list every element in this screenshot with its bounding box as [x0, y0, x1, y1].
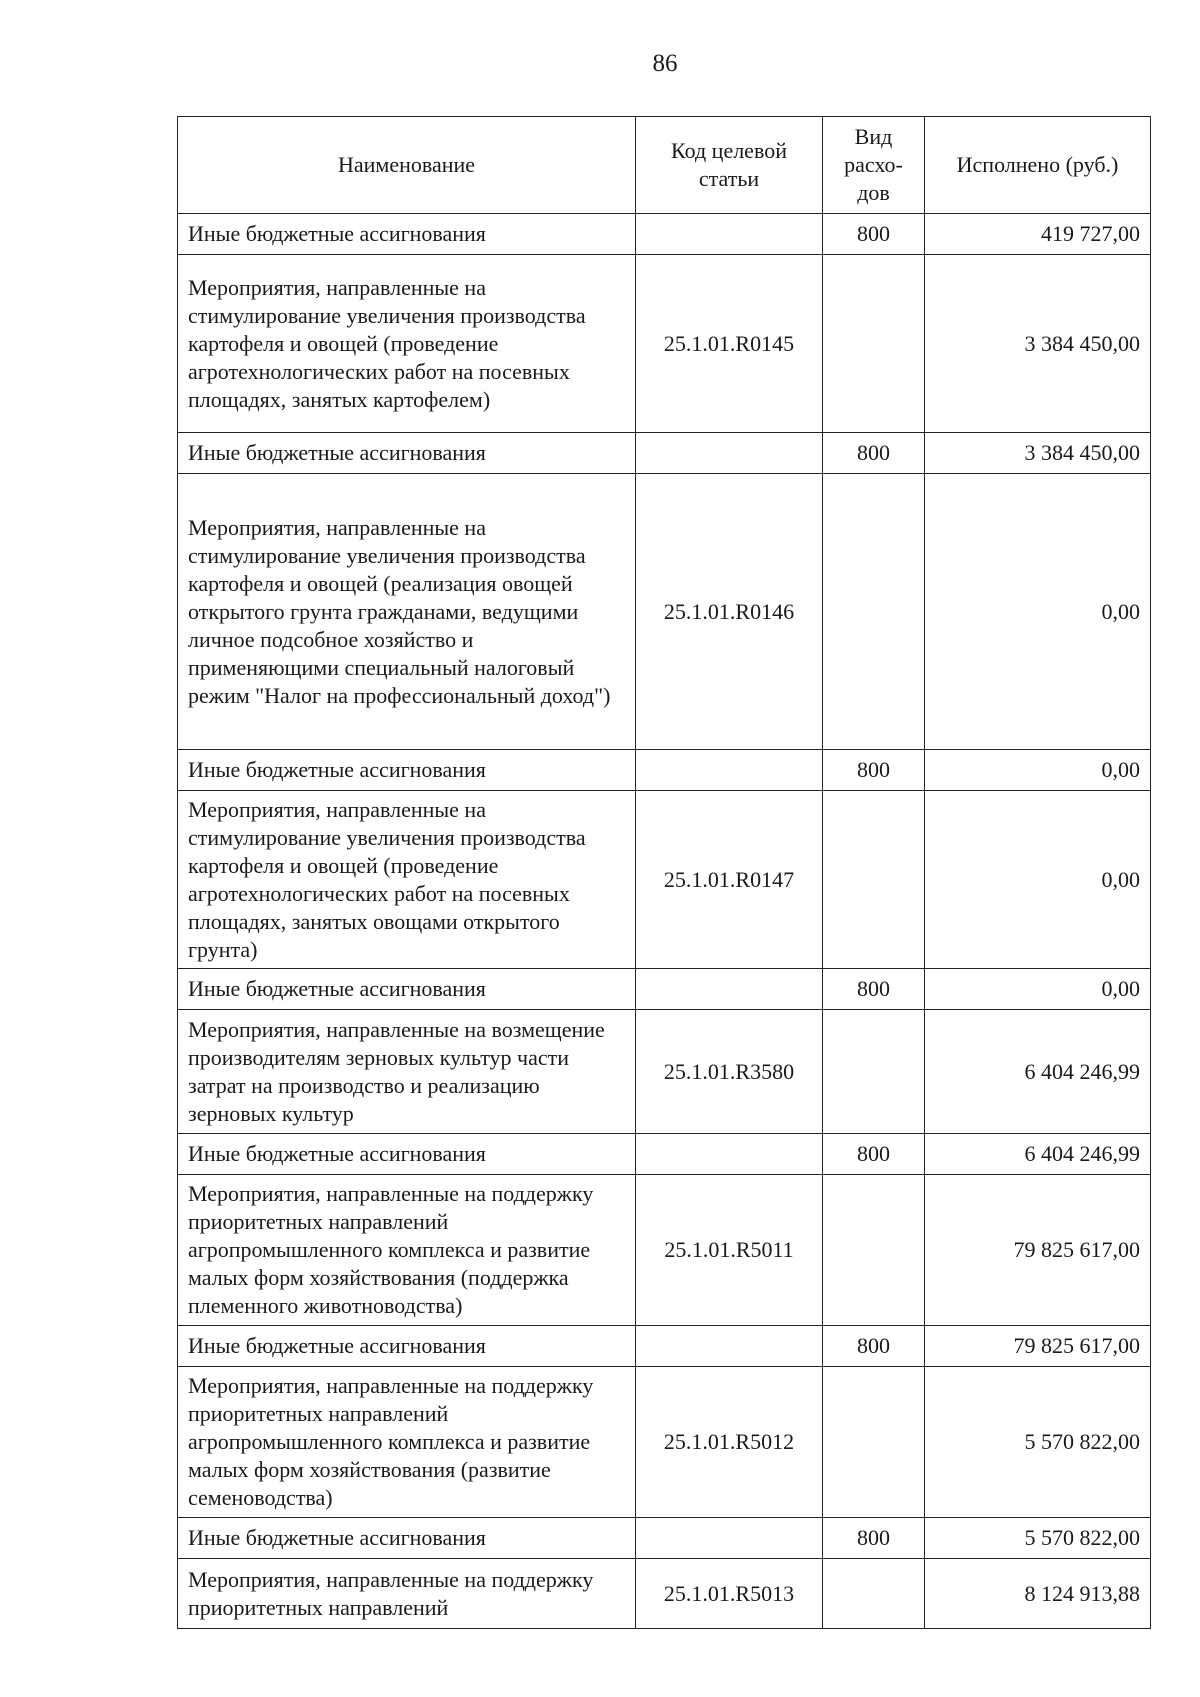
page-number: 86: [652, 50, 678, 77]
cell-type: [823, 1175, 925, 1326]
cell-amount: 5 570 822,00: [925, 1367, 1151, 1518]
cell-name: Мероприятия, направленные на стимулирование увеличения производства картофеля и овощей (реализация овощей открытого грунта гражданами, ведущими личное подсобное хозяйство и применяющими специальный налоговый режим "Налог на профессиональный доход"): [178, 474, 636, 750]
cell-code: [636, 1326, 823, 1367]
cell-name: Иные бюджетные ассигнования: [178, 214, 636, 255]
cell-amount: 3 384 450,00: [925, 255, 1151, 433]
cell-code: 25.1.01.R0147: [636, 791, 823, 969]
cell-amount: 3 384 450,00: [925, 433, 1151, 474]
cell-type: 800: [823, 969, 925, 1010]
cell-type: 800: [823, 1326, 925, 1367]
table-row: [178, 969, 1151, 1010]
cell-type: [823, 474, 925, 750]
cell-name: Мероприятия, направленные на стимулирование увеличения производства картофеля и овощей (проведение агротехнологических работ на посевных площадях, занятых овощами открытого грунта): [178, 791, 636, 969]
cell-code: [636, 214, 823, 255]
table-row: [178, 1010, 1151, 1134]
cell-code: 25.1.01.R0145: [636, 255, 823, 433]
budget-table: [177, 116, 1151, 1629]
cell-name: Мероприятия, направленные на поддержку приоритетных направлений: [178, 1559, 636, 1629]
table-row: [178, 1559, 1151, 1629]
cell-code: [636, 433, 823, 474]
cell-amount: 79 825 617,00: [925, 1326, 1151, 1367]
budget-table-container: [177, 116, 1150, 1629]
header-code: Код целевой статьи: [636, 117, 823, 214]
cell-code: [636, 1134, 823, 1175]
cell-amount: 6 404 246,99: [925, 1134, 1151, 1175]
cell-name: Мероприятия, направленные на поддержку приоритетных направлений агропромышленного комплекса и развитие малых форм хозяйствования (поддержка племенного животноводства): [178, 1175, 636, 1326]
cell-name: Иные бюджетные ассигнования: [178, 1326, 636, 1367]
table-row: [178, 1367, 1151, 1518]
cell-name: Иные бюджетные ассигнования: [178, 1518, 636, 1559]
cell-type: [823, 1010, 925, 1134]
table-row: [178, 1134, 1151, 1175]
cell-code: [636, 750, 823, 791]
cell-type: 800: [823, 1134, 925, 1175]
cell-name: Мероприятия, направленные на поддержку приоритетных направлений агропромышленного комплекса и развитие малых форм хозяйствования (развитие семеноводства): [178, 1367, 636, 1518]
cell-code: 25.1.01.R0146: [636, 474, 823, 750]
cell-name: Иные бюджетные ассигнования: [178, 969, 636, 1010]
cell-type: 800: [823, 1518, 925, 1559]
cell-type: [823, 1559, 925, 1629]
table-row: [178, 474, 1151, 750]
table-header-row: [178, 117, 1151, 214]
cell-code: 25.1.01.R5011: [636, 1175, 823, 1326]
cell-amount: 0,00: [925, 474, 1151, 750]
cell-type: [823, 1367, 925, 1518]
cell-amount: 0,00: [925, 750, 1151, 791]
cell-type: 800: [823, 750, 925, 791]
table-row: [178, 1175, 1151, 1326]
header-amount: Исполнено (руб.): [925, 117, 1151, 214]
cell-code: [636, 1518, 823, 1559]
header-type: Вид расхо-дов: [823, 117, 925, 214]
cell-amount: 0,00: [925, 791, 1151, 969]
cell-type: [823, 255, 925, 433]
cell-name: Мероприятия, направленные на возмещение производителям зерновых культур части затрат на производство и реализацию зерновых культур: [178, 1010, 636, 1134]
table-row: [178, 255, 1151, 433]
cell-type: 800: [823, 214, 925, 255]
table-row: [178, 1518, 1151, 1559]
table-row: [178, 1326, 1151, 1367]
cell-amount: 419 727,00: [925, 214, 1151, 255]
cell-type: [823, 791, 925, 969]
cell-amount: 6 404 246,99: [925, 1010, 1151, 1134]
cell-name: Мероприятия, направленные на стимулирование увеличения производства картофеля и овощей (проведение агротехнологических работ на посевных площадях, занятых картофелем): [178, 255, 636, 433]
table-row: [178, 750, 1151, 791]
cell-name: Иные бюджетные ассигнования: [178, 1134, 636, 1175]
cell-type: 800: [823, 433, 925, 474]
cell-name: Иные бюджетные ассигнования: [178, 750, 636, 791]
table-row: [178, 214, 1151, 255]
cell-code: 25.1.01.R5013: [636, 1559, 823, 1629]
header-name: Наименование: [178, 117, 636, 214]
cell-amount: 0,00: [925, 969, 1151, 1010]
table-body: [178, 214, 1151, 1629]
table-row: [178, 433, 1151, 474]
cell-amount: 8 124 913,88: [925, 1559, 1151, 1629]
table-row: [178, 791, 1151, 969]
cell-amount: 79 825 617,00: [925, 1175, 1151, 1326]
cell-code: 25.1.01.R3580: [636, 1010, 823, 1134]
cell-code: 25.1.01.R5012: [636, 1367, 823, 1518]
cell-amount: 5 570 822,00: [925, 1518, 1151, 1559]
cell-name: Иные бюджетные ассигнования: [178, 433, 636, 474]
cell-code: [636, 969, 823, 1010]
